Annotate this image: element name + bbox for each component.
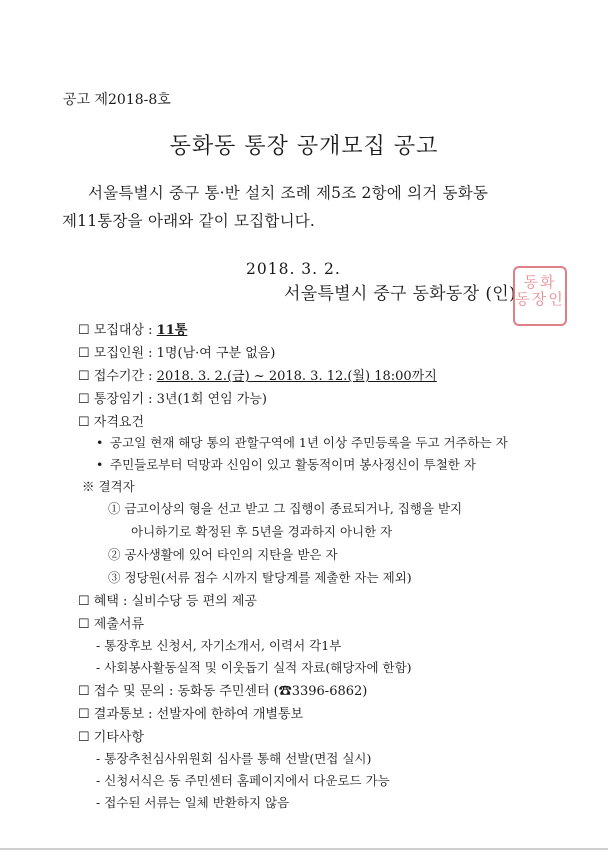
disqualification-item-3: ③ 정당원(서류 접수 시까지 탈당계를 제출한 자는 제외): [108, 570, 412, 585]
item-contact: ☐ 접수 및 문의 : 동화동 주민센터 (☎3396-6862): [78, 684, 368, 699]
qualification-heading: ☐ 자격요건: [78, 415, 145, 430]
issuer-seal-mark: (인): [485, 284, 516, 304]
issuer: [284, 286, 516, 303]
item-recruit-target: [78, 324, 187, 337]
seal-text-line-1: 동화: [523, 273, 557, 291]
bullet-icon: •: [96, 435, 104, 450]
page-title: 동화동 통장 공개모집 공고: [169, 134, 439, 159]
application-period-value: 2018. 3. 2.(금) ~ 2018. 3. 12.(월) 18:00까지: [156, 369, 437, 384]
intro-line-1: 서울특별시 중구 통·반 설치 조례 제5조 2항에 의거 동화동: [88, 184, 489, 202]
intro-line-2: 제11통장을 아래와 같이 모집합니다.: [62, 212, 316, 230]
recruit-target-label: ☐ 모집대상 :: [78, 323, 157, 338]
notice-number: 공고 제2018-8호: [63, 92, 171, 108]
bottom-scan-edge: [0, 848, 608, 850]
issuer-name: 서울특별시 중구 동화동장: [284, 284, 480, 304]
item-result: ☐ 결과통보 : 선발자에 한하여 개별통보: [78, 707, 304, 722]
disqualification-item-1-line-1: ① 금고이상의 형을 선고 받고 그 집행이 종료되거나, 집행을 받지: [108, 501, 463, 516]
application-period-label: ☐ 접수기간 :: [78, 369, 157, 384]
seal-text-line-2: 동장인: [515, 289, 565, 308]
qualification-text-1: 공고일 현재 해당 통의 관할구역에 1년 이상 주민등록을 두고 거주하는 자: [110, 435, 508, 450]
recruit-target-value: 11통: [156, 323, 188, 338]
documents-heading: ☐ 제출서류: [78, 617, 145, 632]
disqualification-item-2: ② 공사생활에 있어 타인의 지탄을 받은 자: [108, 547, 338, 562]
others-line-3: - 접수된 서류는 일체 반환하지 않음: [96, 795, 290, 810]
item-recruit-count: ☐ 모집인원 : 1명(남·여 구분 없음): [78, 346, 276, 361]
others-line-1: - 통장추천심사위원회 심사를 통해 선발(면접 실시): [96, 751, 372, 766]
notice-date: 2018. 3. 2.: [246, 260, 341, 278]
item-term: ☐ 통장임기 : 3년(1회 연임 가능): [78, 392, 267, 407]
qualification-text-2: 주민들로부터 덕망과 신임이 있고 활동적이며 봉사정신이 투철한 자: [110, 457, 476, 472]
qualification-bullet-2: [96, 459, 476, 472]
disqualification-item-1-line-2: 아니하기로 확정된 후 5년을 경과하지 아니한 자: [131, 524, 393, 539]
official-seal-stamp: [513, 266, 567, 326]
disqualification-heading: ※ 결격자: [82, 479, 135, 494]
item-benefits: ☐ 혜택 : 실비수당 등 편의 제공: [78, 594, 257, 609]
documents-line-2: - 사회봉사활동실적 및 이웃돕기 실적 자료(해당자에 한함): [96, 660, 412, 675]
others-line-2: - 신청서식은 동 주민센터 홈페이지에서 다운로드 가능: [96, 773, 390, 788]
others-heading: ☐ 기타사항: [78, 730, 145, 745]
item-application-period: [78, 370, 437, 383]
bullet-icon: •: [96, 457, 104, 472]
qualification-bullet-1: [96, 437, 508, 450]
documents-line-1: - 통장후보 신청서, 자기소개서, 이력서 각1부: [96, 638, 342, 653]
